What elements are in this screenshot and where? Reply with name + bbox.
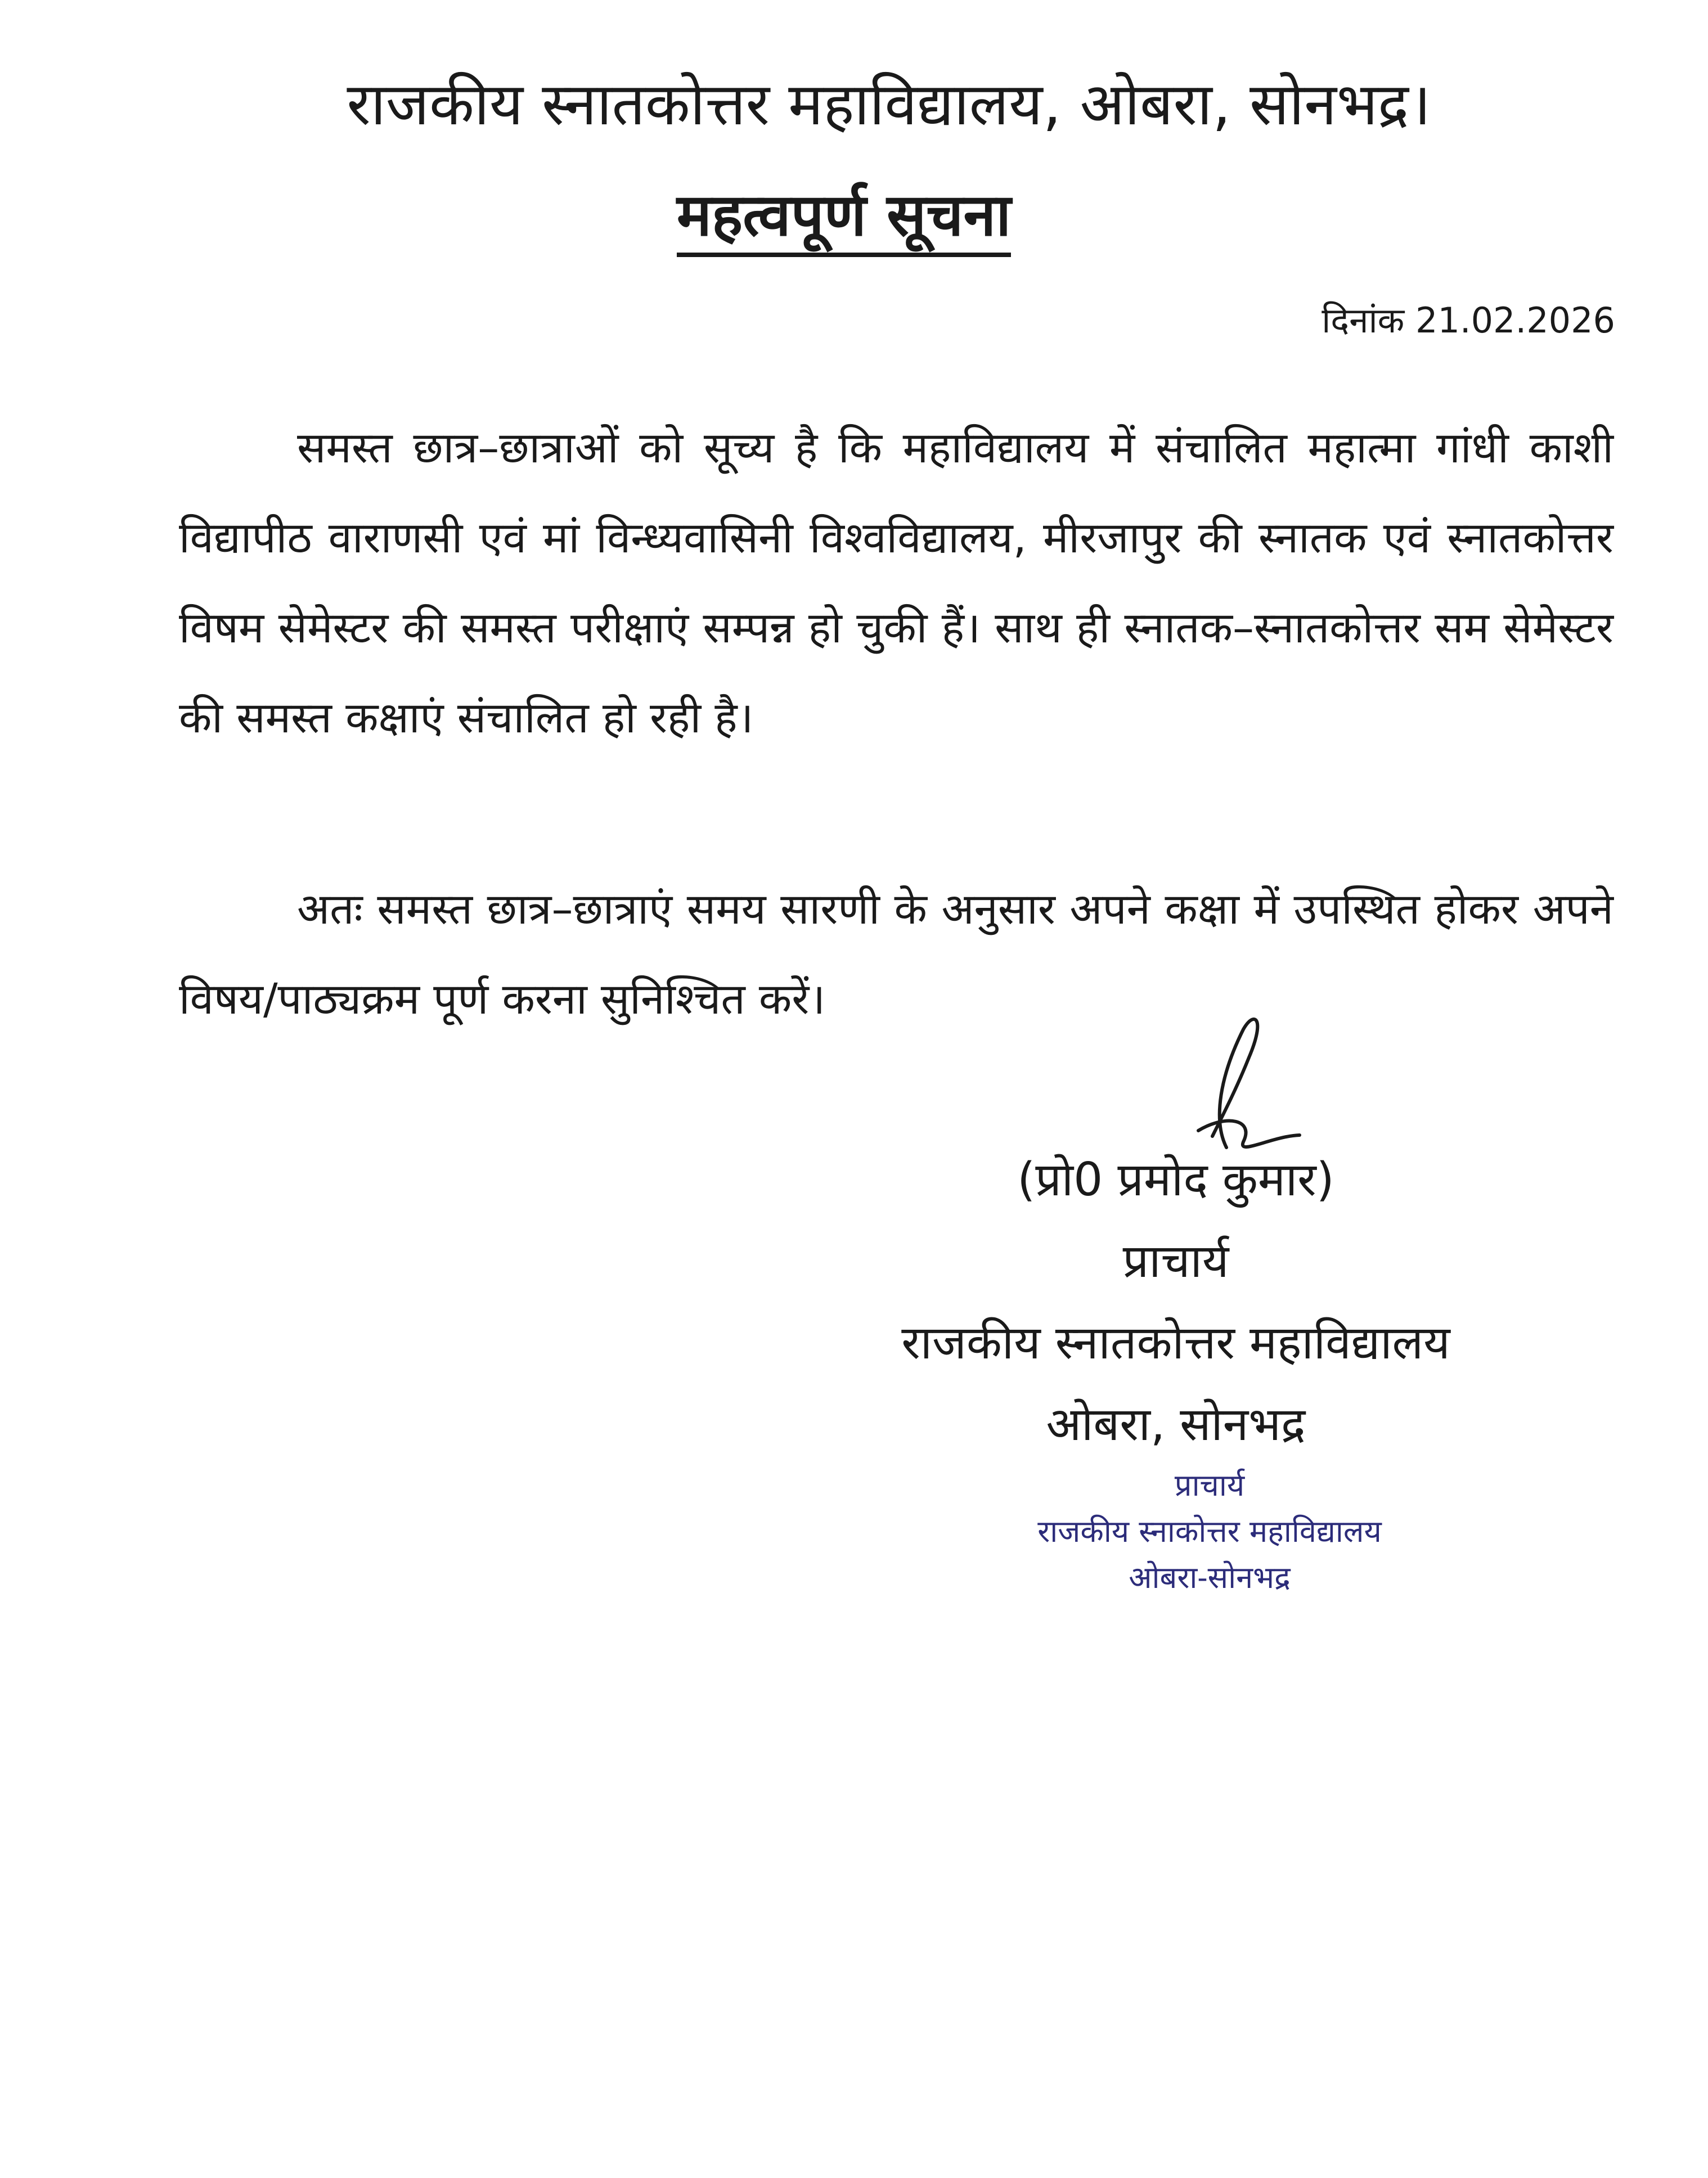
- stamp-place: ओबरा-सोनभद्र: [1129, 1560, 1291, 1595]
- stamp-designation: प्राचार्य: [1174, 1468, 1245, 1503]
- signatory-designation: प्राचार्य: [1122, 1235, 1229, 1288]
- notice-paragraph-1: समस्त छात्र–छात्राओं को सूच्य है कि महाविद्यालय में संचालित महात्मा गांधी काशी विद्यापीठ वाराणसी एवं मां विन्ध्यवासिनी विश्वविद्यालय, मीरजापुर की स्नातक एवं स्नातकोत्तर विषम सेमेस्टर की समस्त परीक्षाएं सम्पन्न हो चुकी हैं। साथ ही स्नातक–स्नातकोत्तर सम सेमेस्टर की समस्त कक्षाएं संचालित हो रही है।: [179, 422, 1613, 742]
- stamp-institution: राजकीय स्नाकोत्तर महाविद्यालय: [1037, 1514, 1382, 1549]
- signatory-place: ओबरा, सोनभद्र: [1046, 1398, 1306, 1451]
- notice-paragraph-2: अतः समस्त छात्र–छात्राएं समय सारणी के अनुसार अपने कक्षा में उपस्थित होकर अपने विषय/पाठ्यक्रम पूर्ण करना सुनिश्चित करें।: [179, 884, 1613, 1024]
- date-label: दिनांक: [1322, 300, 1405, 341]
- signatory-name: (प्रो0 प्रमोद कुमार): [1017, 1153, 1334, 1207]
- college-title: राजकीय स्नातकोत्तर महाविद्यालय, ओबरा, सोनभद्र।: [347, 70, 1431, 138]
- date-line: [1322, 298, 1615, 344]
- notice-heading: [563, 177, 1125, 253]
- signatory-institution: राजकीय स्नातकोत्तर महाविद्यालय: [901, 1316, 1450, 1370]
- official-stamp: [956, 1462, 1463, 1601]
- date-value: 21.02.2026: [1415, 300, 1615, 341]
- signatory-block: [844, 1139, 1508, 1465]
- notice-heading-text: महत्वपूर्ण सूचना: [677, 181, 1011, 257]
